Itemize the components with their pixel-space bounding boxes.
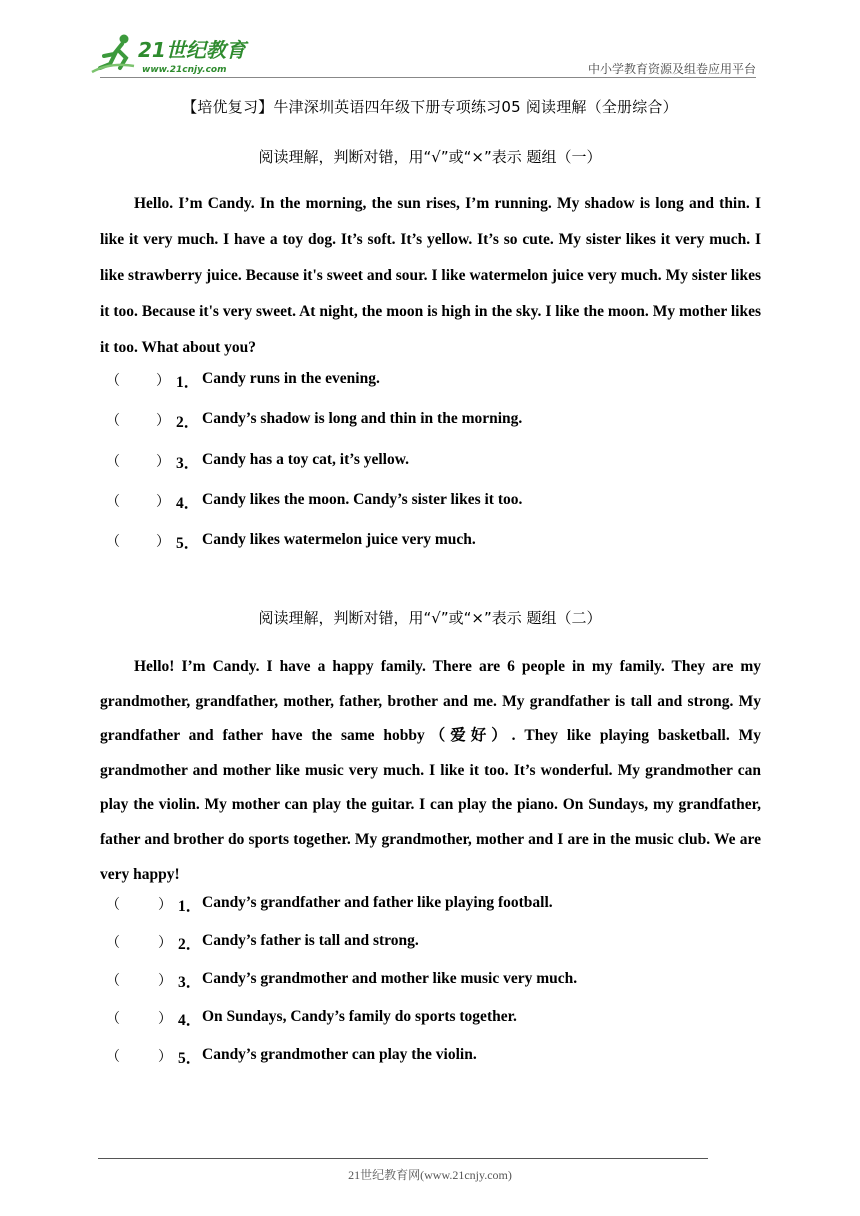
answer-bracket-close: ） — [156, 454, 170, 470]
question-number: 4． — [178, 1012, 202, 1029]
answer-bracket-open[interactable]: （ — [106, 935, 120, 951]
question-text: Candy’s grandmother and mother like music very much. — [202, 970, 578, 987]
question-text: Candy’s grandfather and father like playing football. — [202, 894, 553, 911]
logo-wordmark: 21世纪教育 — [138, 38, 246, 62]
runner-logo-icon — [92, 35, 134, 73]
question-text: Candy’s father is tall and strong. — [202, 932, 419, 949]
question-number: 4． — [176, 495, 200, 512]
question-number: 3． — [176, 455, 200, 472]
footer-link[interactable]: 21世纪教育网(www.21cnjy.com) — [348, 1168, 512, 1182]
question-number: 3． — [178, 974, 202, 991]
question-number: 1． — [176, 374, 200, 391]
site-logo[interactable] — [90, 32, 260, 76]
question-text: Candy’s shadow is long and thin in the morning. — [202, 410, 523, 427]
question-number: 2． — [178, 936, 202, 953]
answer-bracket-open[interactable]: （ — [106, 1011, 120, 1027]
document-title: 【培优复习】牛津深圳英语四年级下册专项练习05 阅读理解（全册综合） — [182, 98, 678, 116]
question-number: 5． — [176, 535, 200, 552]
question-text: Candy likes watermelon juice very much. — [202, 531, 476, 548]
question-number: 5． — [178, 1050, 202, 1067]
question-text: Candy likes the moon. Candy’s sister likes it too. — [202, 491, 523, 508]
answer-bracket-open[interactable]: （ — [106, 494, 120, 510]
platform-tagline: 中小学教育资源及组卷应用平台 — [587, 62, 756, 76]
answer-bracket-close: ） — [158, 935, 172, 951]
answer-bracket-open[interactable]: （ — [106, 454, 120, 470]
group2-passage: Hello! I’m Candy. I have a happy family. There are 6 people in my family. They are my grandmother, grandfather, mother, father, brother and me. My grandfather is tall and strong. My grandfather and father have the same hobby（爱好）. They like playing basketball. My grandmother and mother like music very much. I like it too. It’s wonderful. My grandmother can play the violin. My mother can play the guitar. I can play the piano. On Sundays, my grandfather, father and brother do sports together. My grandmother, mother and I are in the music club. We are very happy! — [100, 658, 761, 883]
question-text: Candy has a toy cat, it’s yellow. — [202, 451, 409, 468]
group1-heading: 阅读理解，判断对错，用“√”或“×”表示 题组（一） — [258, 148, 602, 166]
answer-bracket-open[interactable]: （ — [106, 1049, 120, 1065]
group2-heading: 阅读理解，判断对错，用“√”或“×”表示 题组（二） — [258, 609, 602, 627]
answer-bracket-close: ） — [158, 1011, 172, 1027]
header-divider — [100, 77, 756, 78]
question-number: 2． — [176, 414, 200, 431]
answer-bracket-close: ） — [156, 534, 170, 550]
answer-bracket-open[interactable]: （ — [106, 413, 120, 429]
logo-url: www.21cnjy.com — [142, 65, 227, 75]
question-text: Candy runs in the evening. — [202, 370, 380, 387]
answer-bracket-close: ） — [156, 494, 170, 510]
answer-bracket-close: ） — [158, 897, 172, 913]
answer-bracket-open[interactable]: （ — [106, 897, 120, 913]
answer-bracket-open[interactable]: （ — [106, 973, 120, 989]
question-text: Candy’s grandmother can play the violin. — [202, 1046, 477, 1063]
answer-bracket-close: ） — [156, 413, 170, 429]
answer-bracket-close: ） — [158, 973, 172, 989]
answer-bracket-close: ） — [156, 373, 170, 389]
group1-passage: Hello. I’m Candy. In the morning, the sun rises, I’m running. My shadow is long and thin. I like it very much. I have a toy dog. It’s soft. It’s yellow. It’s so cute. My sister likes it very much. I like strawberry juice. Because it's sweet and sour. I like watermelon juice very much. My sister likes it too. Because it's very sweet. At night, the moon is high in the sky. I like the moon. My mother likes it too. What about you? — [100, 195, 761, 356]
question-text: On Sundays, Candy’s family do sports together. — [202, 1008, 517, 1025]
footer-divider — [98, 1158, 708, 1159]
answer-bracket-close: ） — [158, 1049, 172, 1065]
answer-bracket-open[interactable]: （ — [106, 373, 120, 389]
answer-bracket-open[interactable]: （ — [106, 534, 120, 550]
question-number: 1． — [178, 898, 202, 915]
page-header — [90, 30, 760, 80]
